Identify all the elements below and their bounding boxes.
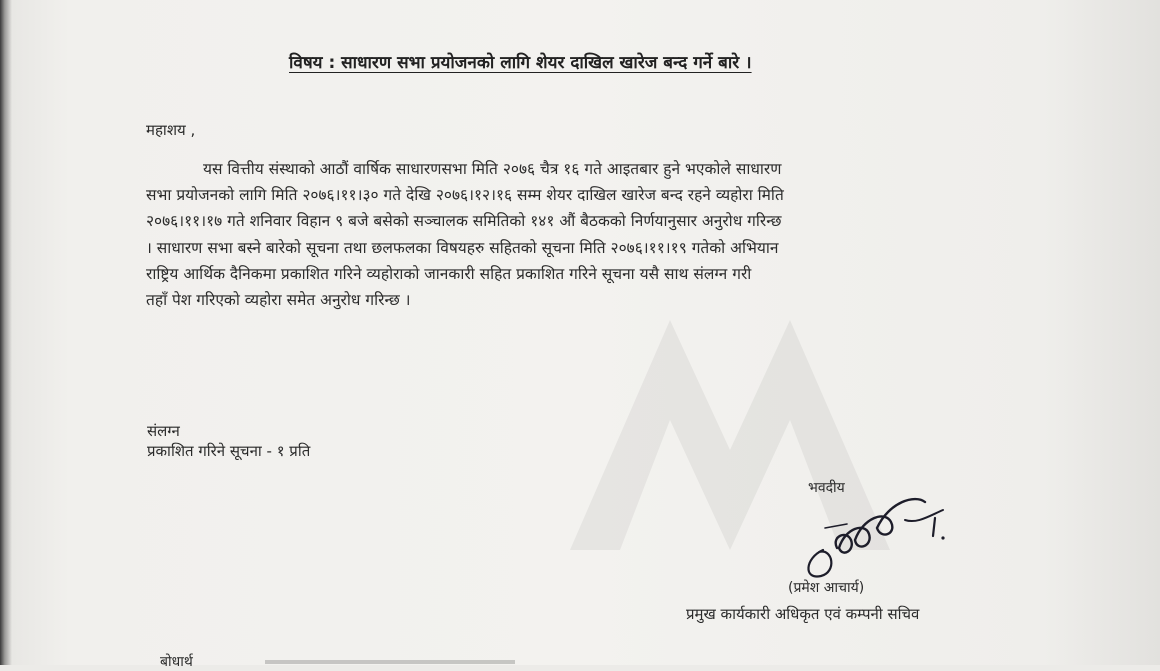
enclosure-item: प्रकाशित गरिने सूचना - १ प्रति <box>147 442 311 460</box>
body-line: राष्ट्रिय आर्थिक दैनिकमा प्रकाशित गरिने व्यहोराको जानकारी सहित प्रकाशित गरिने सूचना यसै साथ संलग्न गरी <box>146 265 752 283</box>
body-line: । साधारण सभा बस्ने बारेको सूचना तथा छलफलका विषयहरु सहितको सूचना मिति २०७६।११।१९ गतेको अभियान <box>146 239 779 257</box>
cc-label: बोधार्थ <box>160 654 193 670</box>
body-line: तहाँ पेश गरिएको व्यहोरा समेत अनुरोध गरिन्छ । <box>146 291 411 309</box>
handwritten-signature <box>785 488 955 583</box>
body-line: यस वित्तीय संस्थाको आठौं वार्षिक साधारणसभा मिति २०७६ चैत्र १६ गते आइतबार हुने भएकोले साधारण <box>203 160 782 178</box>
salutation: महाशय , <box>146 121 196 139</box>
page-edge-shadow <box>0 0 12 665</box>
signer-title: प्रमुख कार्यकारी अधिकृत एवं कम्पनी सचिव <box>686 605 920 623</box>
cut-off-text-fragment <box>265 660 515 664</box>
subject-line: विषय : साधारण सभा प्रयोजनको लागि शेयर दाखिल खारेज बन्द गर्ने बारे । <box>289 53 752 73</box>
body-line: सभा प्रयोजनको लागि मिति २०७६।११।३० गते देखि २०७६।१२।१६ सम्म शेयर दाखिल खारेज बन्द रहने व्यहोरा मिति <box>146 186 784 204</box>
enclosure-label: संलग्न <box>147 422 180 440</box>
signer-name: (प्रमेश आचार्य) <box>788 580 865 596</box>
closing: भवदीय <box>808 480 845 496</box>
body-line: २०७६।११।१७ गते शनिवार विहान ९ बजे बसेको सञ्चालक समितिको १४१ औं बैठकको निर्णयानुसार अनुरोध गरिन्छ <box>146 212 782 230</box>
